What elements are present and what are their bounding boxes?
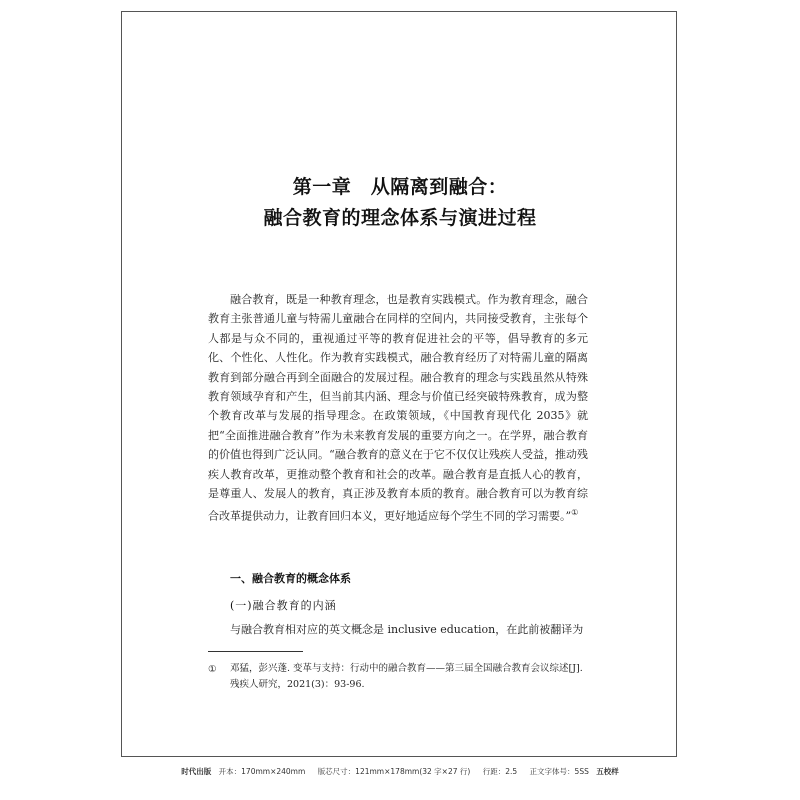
imprint-publisher: 时代出版 [181, 767, 212, 776]
chapter-title-line-2: 融合教育的理念体系与演进过程 [263, 207, 537, 229]
print-imprint-line [0, 766, 800, 777]
imprint-core-size: 版芯尺寸：121mm×178mm(32 字×27 行) [317, 767, 471, 776]
subsection-heading: (一)融合教育的内涵 [230, 599, 337, 612]
footnote-divider [208, 651, 303, 652]
footnote-text: 邓猛，彭兴蓬. 变革与支持：行动中的融合教育——第三届全国融合教育会议综述[J]. 残疾人研究，2021(3)：93-96. [230, 663, 583, 690]
intro-paragraph-text: 融合教育，既是一种教育理念，也是教育实践模式。作为教育理念，融合教育主张普通儿童与特需儿童融合在同样的空间内，共同接受教育，主张每个人都是与众不同的，重视通过平等的教育促进社会的平等，倡导教育的多元化、个性化、人性化。作为教育实践模式，融合教育经历了对特需儿童的隔离教育到部分融合再到全面融合的发展过程。融合教育的理念与实践虽然从特殊教育领域孕育和产生，但当前其内涵、理念与价值已经突破特殊教育，成为整个教育改革与发展的指导理念。在政策领域，《中国教育现代化 2035》就把“全面推进融合教育”作为未来教育发展的重要方向之一。在学界，融合教育的价值也得到广泛认同。“融合教育的意义在于它不仅仅让残疾人受益，推动残疾人教育改革，更推动整个教育和社会的改革。融合教育是直抵人心的教育，是尊重人、发展人的教育，真正涉及教育本质的教育。融合教育可以为教育综合改革提供动力，让教育回归本义，更好地适应每个学生不同的学习需要。” [208, 293, 588, 524]
section-paragraph: 与融合教育相对应的英文概念是 inclusive education，在此前被翻译为 [230, 623, 584, 636]
chapter-title-line-1: 第一章 从隔离到融合： [292, 176, 508, 198]
intro-paragraph [208, 290, 588, 527]
footnote-marker: ① [208, 664, 217, 675]
imprint-font-size: 正文字体号：5SS [529, 767, 589, 776]
footnote-reference[interactable]: ① [571, 508, 579, 518]
imprint-format: 开本：170mm×240mm [218, 767, 306, 776]
section-heading: 一、融合教育的概念体系 [230, 572, 351, 585]
intro-section [208, 290, 588, 527]
imprint-line-spacing: 行距：2.5 [482, 767, 518, 776]
imprint-proof: 五校样 [596, 767, 619, 776]
